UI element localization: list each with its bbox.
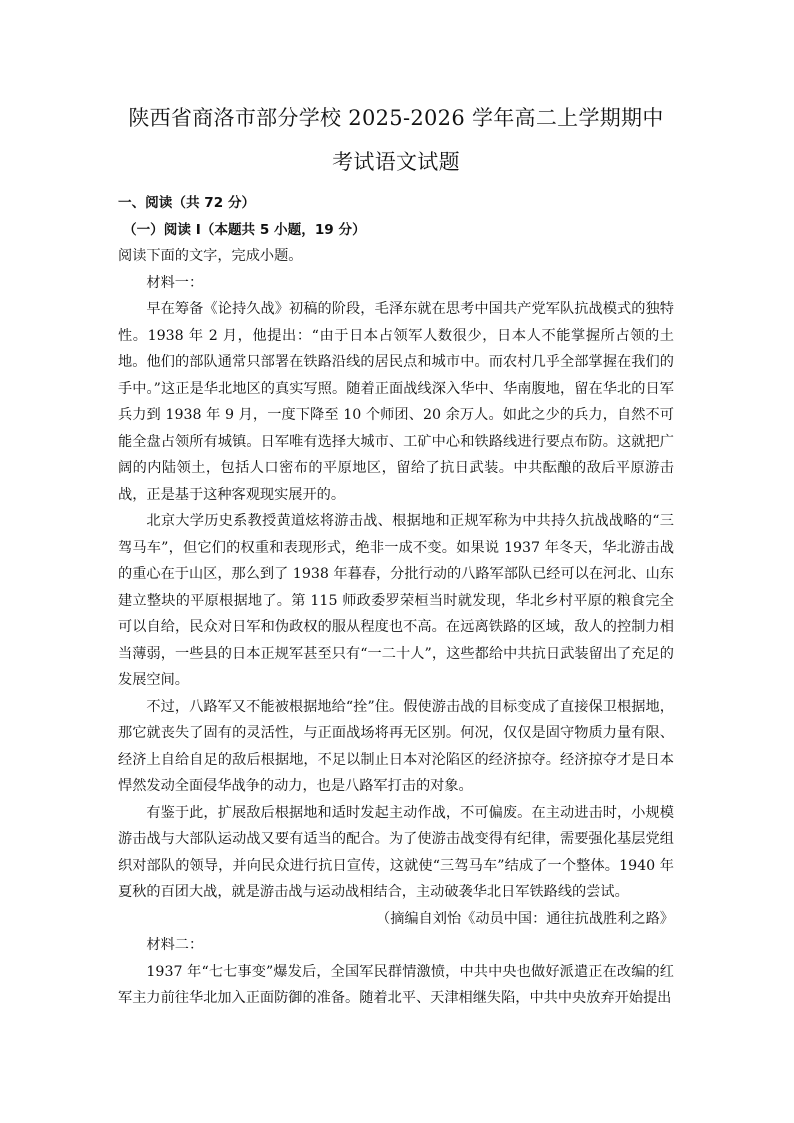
material-one-paragraph-2: 北京大学历史系教授黄道炫将游击战、根据地和正规军称为中共持久抗战战略的“三驾马车”，但它们的权重和表现形式，绝非一成不变。如果说 1937 年冬天，华北游击战的重心在于山区，那么到了 1938 年暮春，分批行动的八路军部队已经可以在河北、山东建立整块的平原根据地了。第 115 师政委罗荣桓当时就发现，华北乡村平原的粮食完全可以自给，民众对日军和伪政权的服从程度也不高。在远离铁路的区域，敌人的控制力相当薄弱，一些县的日本正规军甚至只有“一二十人”，这些都给中共抗日武装留出了充足的发展空间。 <box>118 513 674 688</box>
material-one-source: （摘编自刘怡《动员中国：通往抗战胜利之路》 <box>376 910 674 927</box>
subsection-heading: （一）阅读 Ⅰ（本题共 5 小题，19 分） <box>123 221 366 238</box>
page-title-line2: 考试语文试题 <box>332 150 460 174</box>
material-two-label: 材料二： <box>146 937 204 953</box>
material-two-paragraph-1: 1937 年“七七事变”爆发后，全国军民群情激愤，中共中央也做好派遣正在改编的红军主力前往华北加入正面防御的准备。随着北平、天津相继失陷，中共中央放弃开始提出 <box>118 963 674 1006</box>
material-one-paragraph-3: 不过，八路军又不能被根据地给“拴”住。假使游击战的目标变成了直接保卫根据地，那它就丧失了固有的灵活性，与正面战场将再无区别。何况，仅仅是固守物质力量有限、经济上自给自足的敌后根据地，不足以制止日本对沦陷区的经济掠夺。经济掠夺才是日本悍然发动全面侵华战争的动力，也是八路军打击的对象。 <box>118 698 674 794</box>
section-heading: 一、阅读（共 72 分） <box>118 195 256 211</box>
material-one-paragraph-4: 有鉴于此，扩展敌后根据地和适时发起主动作战，不可偏废。在主动进击时，小规模游击战与大部队运动战又要有适当的配合。为了使游击战变得有纪律，需要强化基层党组织对部队的领导，并向民众进行抗日宣传，这就使“三驾马车”结成了一个整体。1940 年夏秋的百团大战，就是游击战与运动战相结合，主动破袭华北日军铁路线的尝试。 <box>118 804 674 900</box>
page-title-line1: 陕西省商洛市部分学校 2025-2026 学年高二上学期期中 <box>128 106 664 130</box>
material-one-paragraph-1: 早在筹备《论持久战》初稿的阶段，毛泽东就在思考中国共产党军队抗战模式的独特性。1938 年 2 月，他提出：“由于日本占领军人数很少，日本人不能掌握所占领的土地。他们的部队通常只部署在铁路沿线的居民点和城市中。而农村几乎全部掌握在我们的手中。”这正是华北地区的真实写照。随着正面战线深入华中、华南腹地，留在华北的日军兵力到 1938 年 9 月，一度下降至 10 个师团、20 余万人。如此之少的兵力，自然不可能全盘占领所有城镇。日军唯有选择大城市、工矿中心和铁路线进行要点布防。这就把广阔的内陆领土，包括人口密布的平原地区，留给了抗日武装。中共酝酿的敌后平原游击战，正是基于这种客观现实展开的。 <box>118 301 674 503</box>
instruction-text: 阅读下面的文字，完成小题。 <box>118 248 303 264</box>
document-page <box>118 96 674 1012</box>
material-one-label: 材料一： <box>146 274 204 291</box>
